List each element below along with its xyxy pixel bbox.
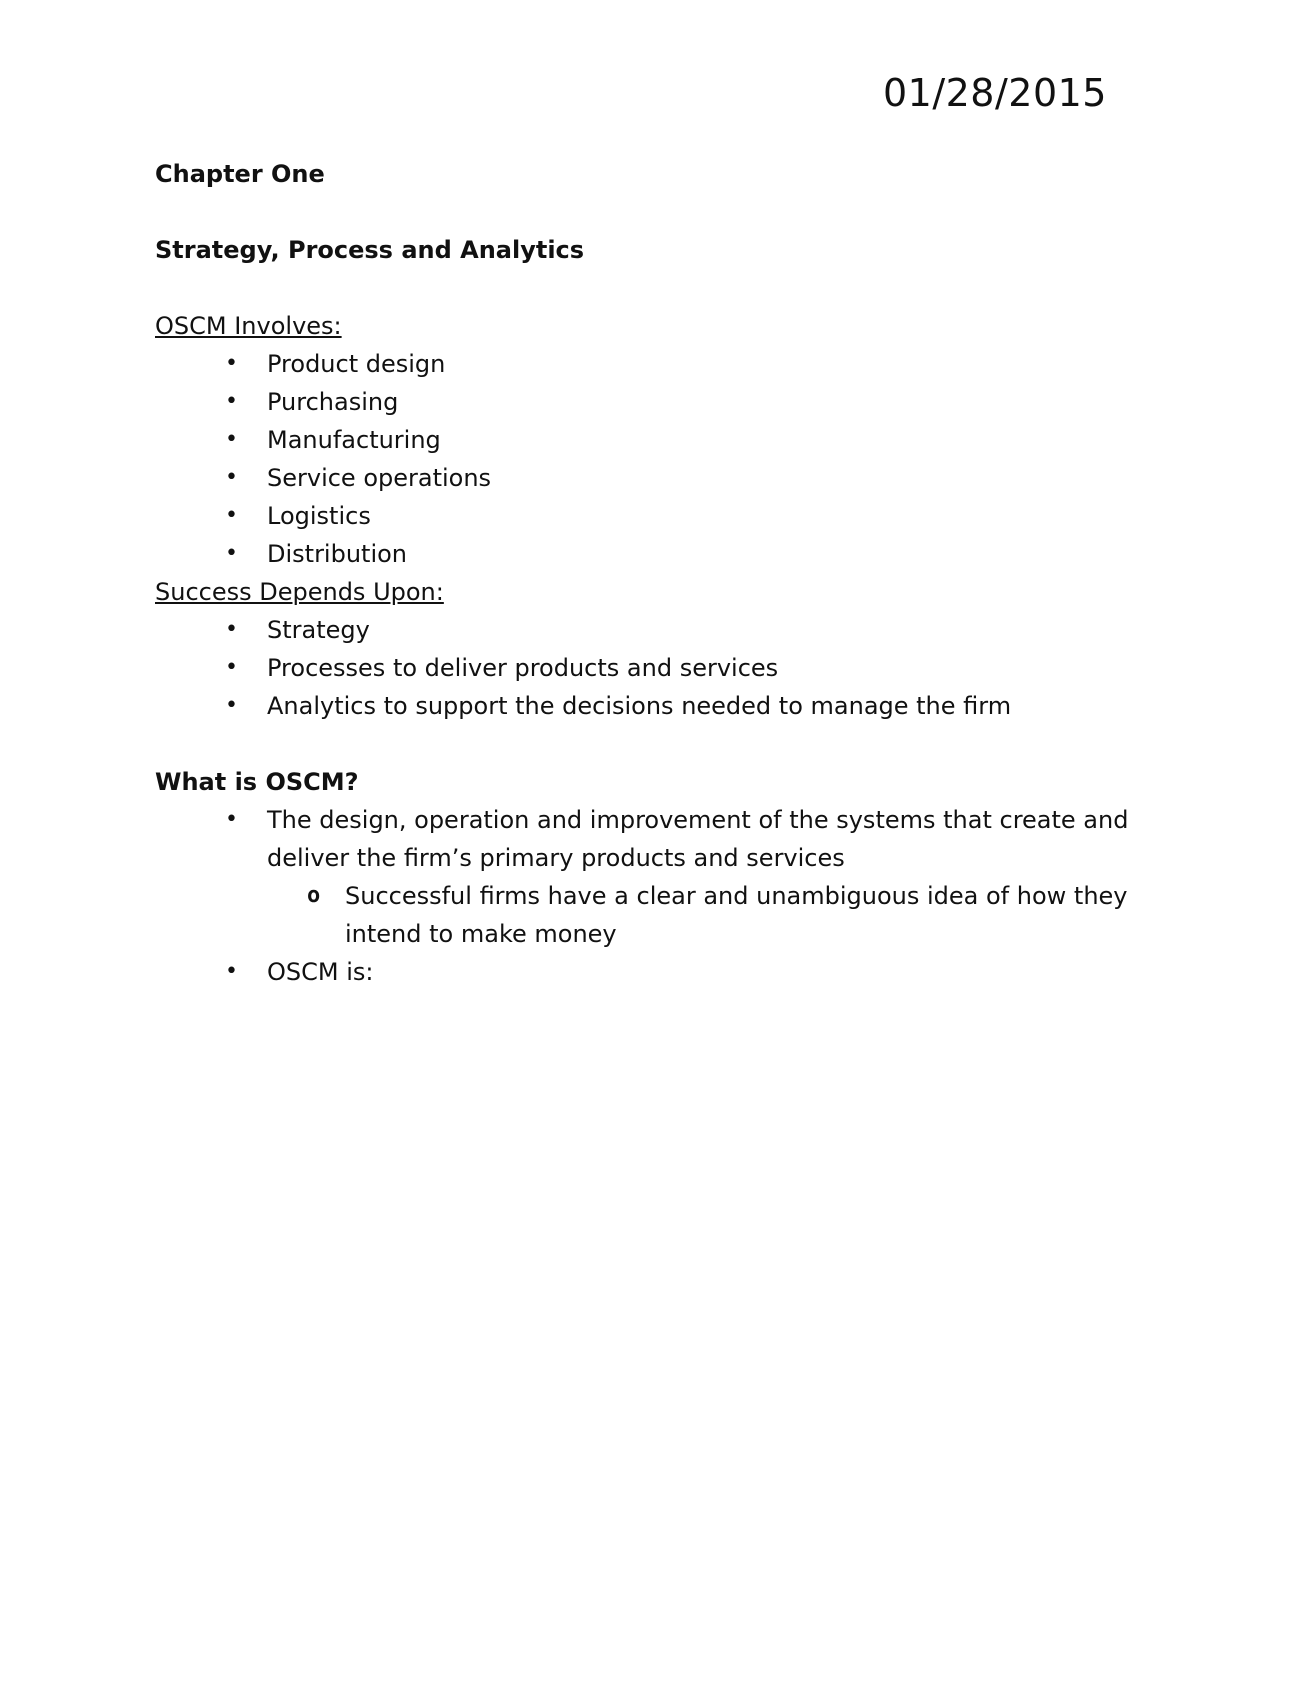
what-is-oscm-heading: What is OSCM? [155,768,359,796]
list-item [225,459,1155,497]
bullet-icon: • [225,389,238,414]
bullet-icon: • [225,959,238,984]
list-item [225,345,1155,383]
list-item [225,535,1155,573]
list-item [225,687,1155,725]
list-item-text: OSCM is: [267,958,374,986]
bullet-icon: • [225,465,238,490]
bullet-icon: • [225,541,238,566]
sub-list-item-text: Successful firms have a clear and unambiguous idea of how they intend to make money [345,882,1128,948]
oscm-involves-label: OSCM Involves: [155,312,342,340]
list-item [225,801,1155,953]
list-item [225,611,1155,649]
list-item [225,649,1155,687]
bullet-icon: • [225,351,238,376]
success-depends-label: Success Depends Upon: [155,578,444,606]
bullet-icon: • [225,693,238,718]
what-is-oscm-list [155,801,1155,991]
sub-list [267,877,1155,953]
list-item-text: Service operations [267,464,492,492]
list-item-text: Purchasing [267,388,399,416]
list-item-text: Processes to deliver products and services [267,654,779,682]
list-item-text: Analytics to support the decisions needed to manage the firm [267,692,1012,720]
chapter-subtitle: Strategy, Process and Analytics [155,236,585,264]
spacer [155,725,1155,763]
list-item [225,421,1155,459]
oscm-involves-list [155,345,1155,573]
list-item-text: Manufacturing [267,426,441,454]
sub-list-item [307,877,1155,953]
bullet-icon: • [225,503,238,528]
document-body [155,155,1155,991]
list-item-text: Product design [267,350,446,378]
list-item-text: The design, operation and improvement of the systems that create and deliver the firm’s primary products and services [267,806,1129,872]
list-item-text: Logistics [267,502,371,530]
bullet-icon: • [225,807,238,832]
success-depends-list [155,611,1155,725]
bullet-icon: • [225,617,238,642]
bullet-icon: • [225,427,238,452]
sub-bullet-icon: o [307,883,321,908]
list-item [225,383,1155,421]
list-item-text: Distribution [267,540,408,568]
document-date: 01/28/2015 [882,71,1107,115]
list-item [225,953,1155,991]
chapter-title: Chapter One [155,160,325,188]
bullet-icon: • [225,655,238,680]
list-item-text: Strategy [267,616,370,644]
list-item [225,497,1155,535]
